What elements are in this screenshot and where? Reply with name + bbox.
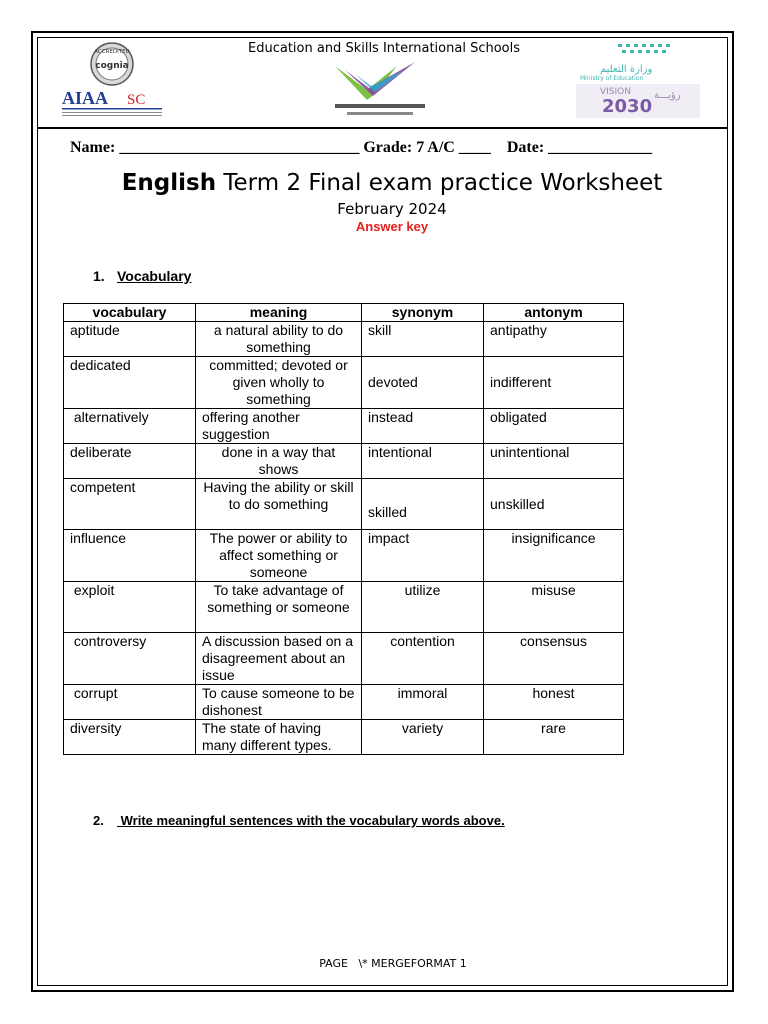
table-header-row — [64, 304, 624, 322]
col-header-synonym: synonym — [362, 304, 484, 322]
cell-synonym: intentional — [362, 444, 484, 479]
name-blank[interactable]: ______________________________ — [119, 139, 360, 156]
title-bold: English — [121, 170, 217, 196]
school-name: Education and Skills International Schools — [248, 41, 520, 56]
moe-english-text: Ministry of Education — [580, 75, 644, 82]
cell-meaning: The state of having many different types. — [196, 720, 362, 755]
grade-label: Grade: 7 A/C — [363, 139, 455, 156]
vocabulary-table — [63, 303, 624, 755]
moe-arabic-text: وزارة التعليم — [600, 64, 653, 75]
worksheet-date: February 2024 — [337, 200, 447, 218]
table-row — [64, 633, 624, 685]
cell-antonym: misuse — [484, 582, 624, 633]
education-skills-logo — [325, 60, 435, 122]
page-footer: PAGE \* MERGEFORMAT 1 — [319, 957, 467, 970]
answer-key-label: Answer key — [355, 219, 429, 234]
cell-meaning: done in a way that shows — [196, 444, 362, 479]
section-label: Vocabulary — [117, 268, 192, 284]
col-header-antonym: antonym — [484, 304, 624, 322]
section-sentences-heading — [93, 813, 505, 828]
cell-meaning: Having the ability or skill to do something — [196, 479, 362, 530]
table-row — [64, 530, 624, 582]
student-info-line — [70, 139, 652, 157]
cell-synonym: skilled — [362, 479, 484, 530]
cell-meaning: To take advantage of something or someone — [196, 582, 362, 633]
cognia-aiaasc-logo — [60, 42, 170, 122]
cell-word: alternatively — [64, 409, 196, 444]
cell-antonym: insignificance — [484, 530, 624, 582]
table-row — [64, 685, 624, 720]
cell-meaning: a natural ability to do something — [196, 322, 362, 357]
cell-antonym: unskilled — [484, 479, 624, 530]
cell-meaning: committed; devoted or given wholly to something — [196, 357, 362, 409]
section-number: 2. — [93, 813, 104, 828]
col-header-vocabulary: vocabulary — [64, 304, 196, 322]
worksheet-title — [0, 170, 768, 196]
table-row — [64, 409, 624, 444]
cell-synonym: instead — [362, 409, 484, 444]
section-vocabulary-heading — [93, 268, 191, 284]
col-header-meaning: meaning — [196, 304, 362, 322]
table-row — [64, 357, 624, 409]
cell-meaning: To cause someone to be dishonest — [196, 685, 362, 720]
svg-text:SC: SC — [127, 92, 146, 108]
table-row — [64, 322, 624, 357]
cell-antonym: unintentional — [484, 444, 624, 479]
cell-synonym: skill — [362, 322, 484, 357]
cell-meaning: The power or ability to affect something or someone — [196, 530, 362, 582]
cell-meaning: A discussion based on a disagreement about an issue — [196, 633, 362, 685]
table-row — [64, 479, 624, 530]
table-row — [64, 720, 624, 755]
cell-word: deliberate — [64, 444, 196, 479]
cell-word: aptitude — [64, 322, 196, 357]
cell-word: corrupt — [64, 685, 196, 720]
cell-synonym: contention — [362, 633, 484, 685]
cell-antonym: indifferent — [484, 357, 624, 409]
table-row — [64, 444, 624, 479]
cell-word: diversity — [64, 720, 196, 755]
cell-antonym: honest — [484, 685, 624, 720]
grade-blank[interactable]: ____ — [458, 139, 491, 156]
cell-synonym: variety — [362, 720, 484, 755]
cell-meaning: offering another suggestion — [196, 409, 362, 444]
cell-word: competent — [64, 479, 196, 530]
cell-synonym: impact — [362, 530, 484, 582]
cell-antonym: obligated — [484, 409, 624, 444]
svg-text:2030: 2030 — [602, 96, 653, 117]
date-blank[interactable]: _____________ — [548, 139, 653, 156]
date-label: Date: — [506, 139, 545, 156]
section-label: Write meaningful sentences with the vocabulary words above. — [117, 813, 505, 828]
accredited-text: ACCREDITED — [94, 49, 130, 55]
svg-text:VISION: VISION — [600, 87, 631, 97]
cell-synonym: devoted — [362, 357, 484, 409]
section-number: 1. — [93, 268, 105, 284]
name-label: Name: — [70, 139, 116, 156]
cognia-text: cognia — [95, 61, 129, 71]
moe-vision2030-logo — [572, 42, 702, 120]
cell-word: influence — [64, 530, 196, 582]
cell-word: dedicated — [64, 357, 196, 409]
table-row — [64, 582, 624, 633]
vision-arabic-text: رؤيـــة — [654, 90, 681, 101]
cell-antonym: rare — [484, 720, 624, 755]
svg-text:AIAA: AIAA — [62, 88, 109, 108]
cell-word: exploit — [64, 582, 196, 633]
title-rest: Term 2 Final exam practice Worksheet — [216, 170, 663, 196]
cell-antonym: consensus — [484, 633, 624, 685]
cell-synonym: utilize — [362, 582, 484, 633]
cell-synonym: immoral — [362, 685, 484, 720]
cell-antonym: antipathy — [484, 322, 624, 357]
cell-word: controversy — [64, 633, 196, 685]
